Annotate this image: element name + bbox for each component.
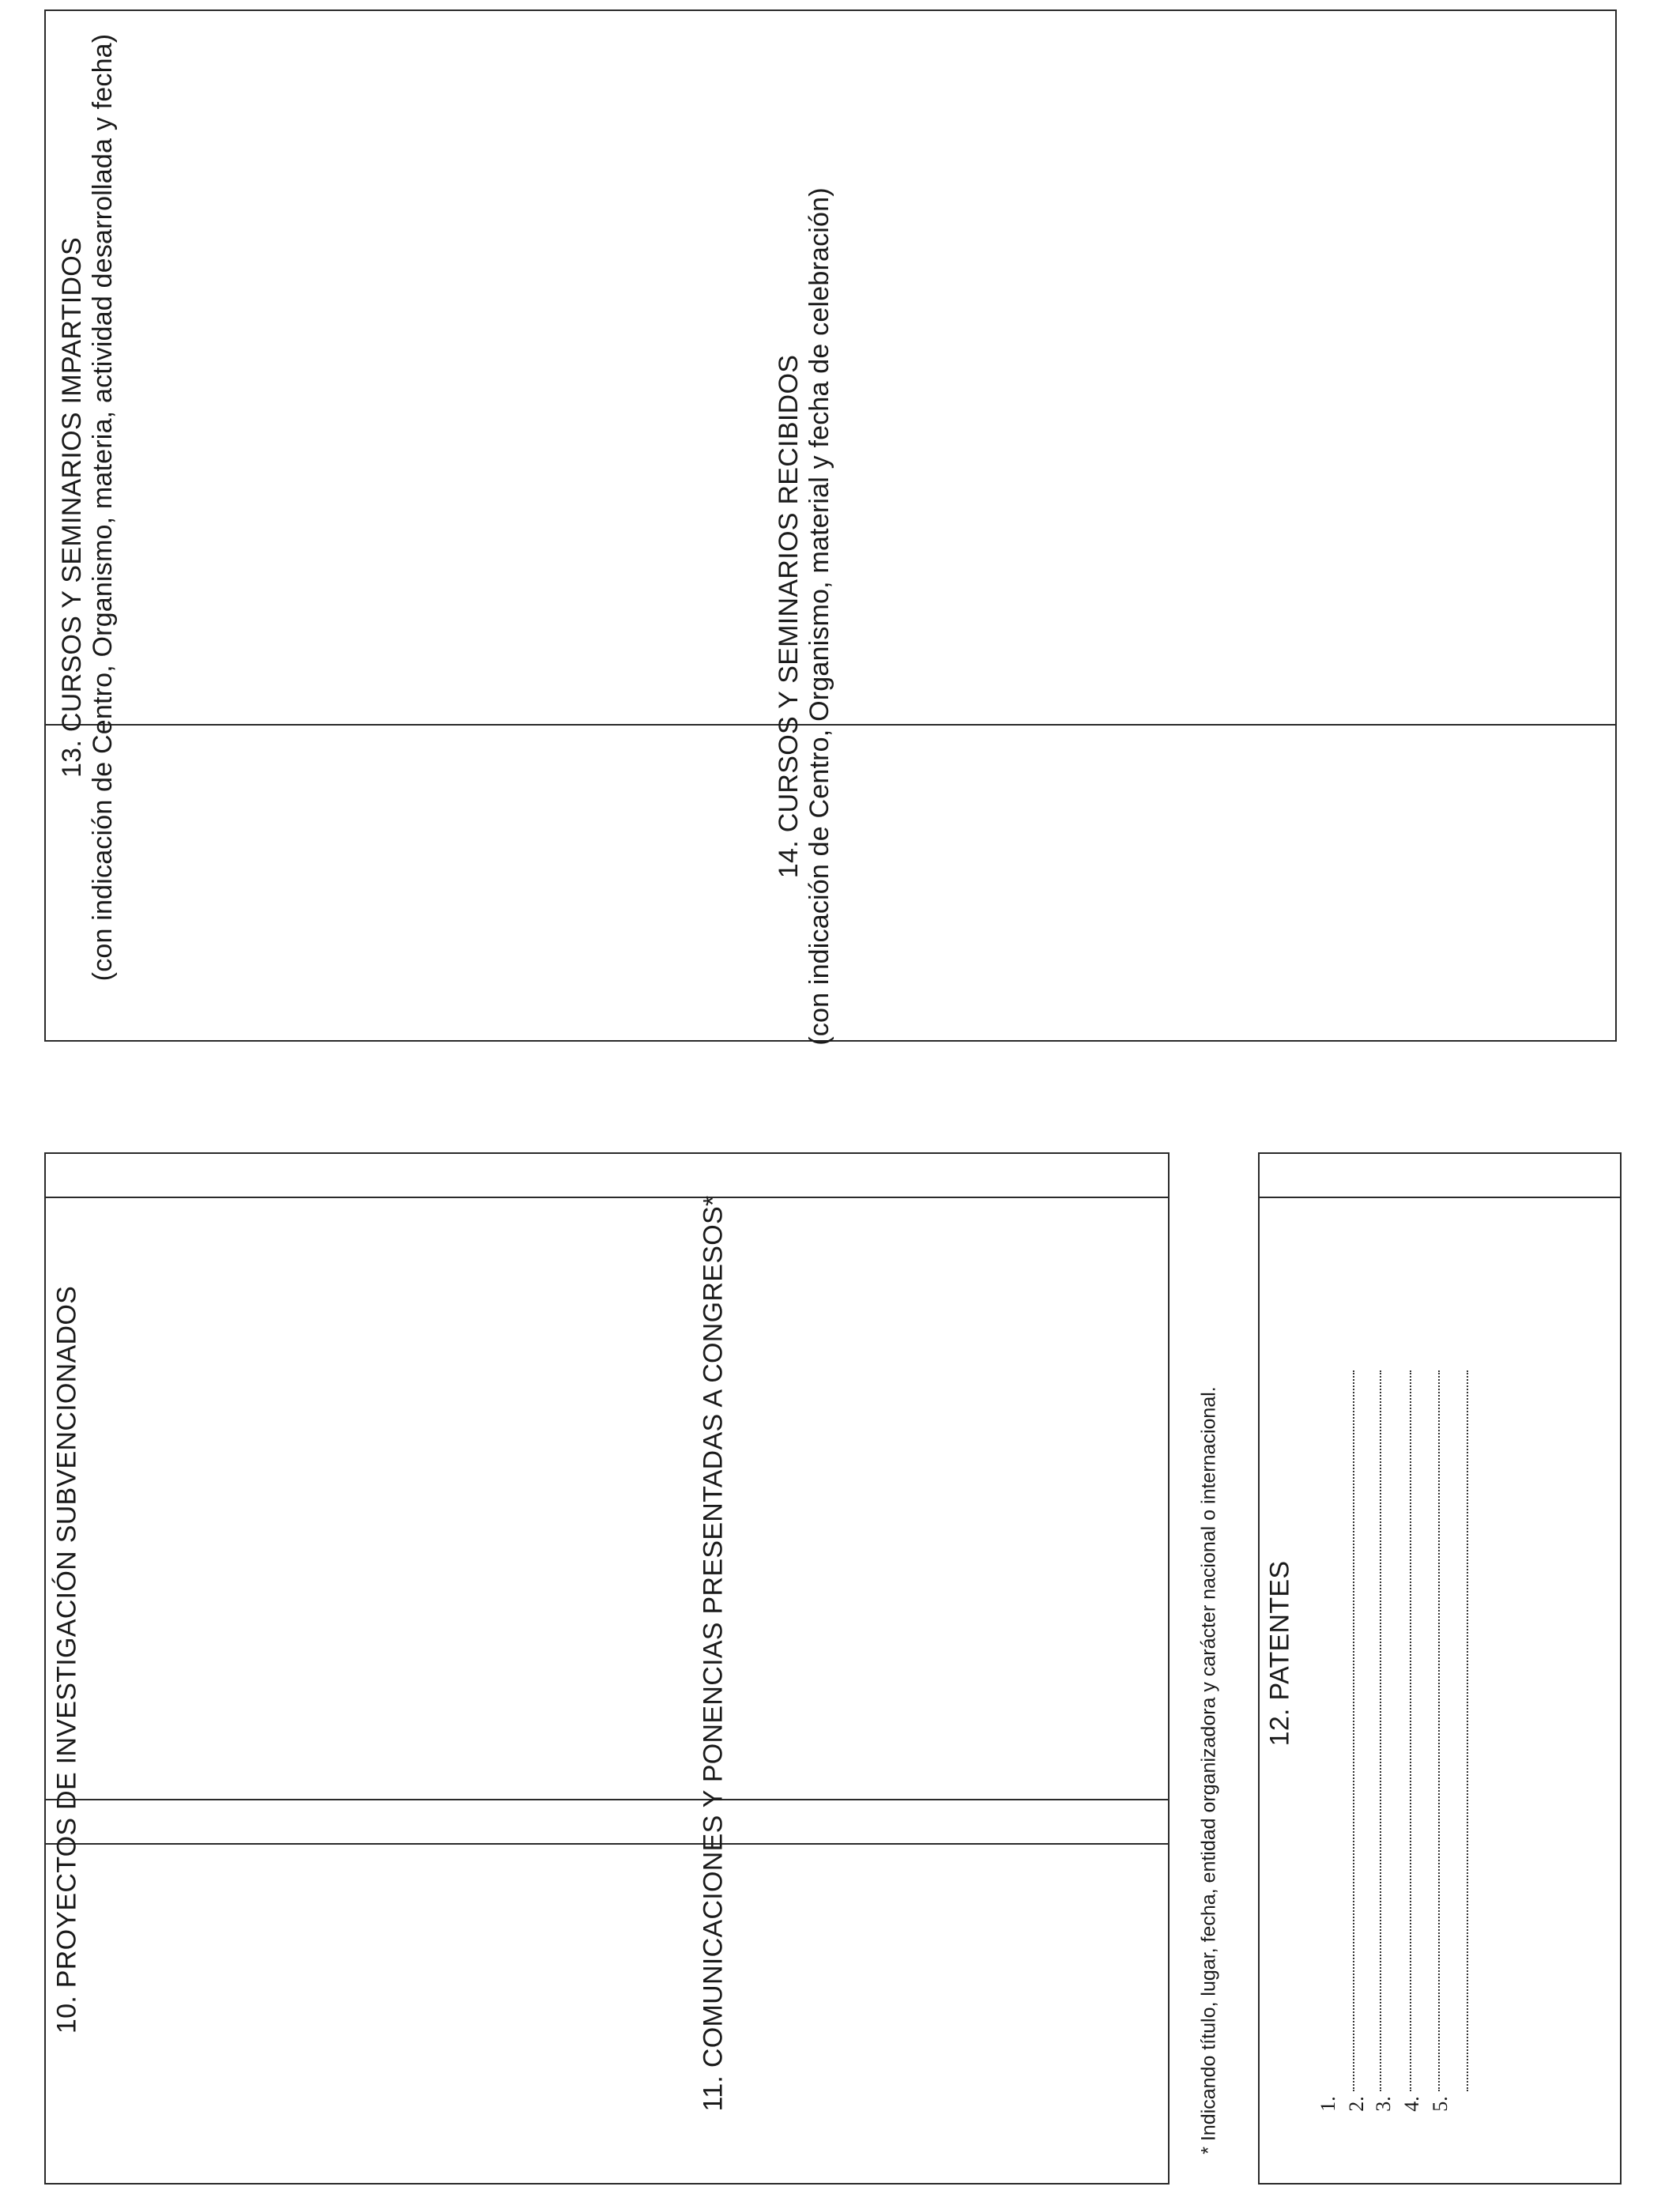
section-10-title: 10. PROYECTOS DE INVESTIGACIÓN SUBVENCIONADOS — [51, 1285, 82, 2034]
patent-item-3-line[interactable] — [1410, 1370, 1411, 2091]
section-10-content-area[interactable] — [90, 1154, 692, 2183]
patent-item-4-number: 4. — [1400, 2096, 1424, 2112]
section-14-content-area[interactable] — [846, 11, 1615, 1040]
section-14-title: 14. CURSOS Y SEMINARIOS RECIBIDOS — [773, 354, 804, 879]
section-13-title: 13. CURSOS Y SEMINARIOS IMPARTIDOS — [56, 236, 87, 778]
section-11-footnote: * Indicando título, lugar, fecha, entidad organizadora y carácter nacional o internacional. — [1197, 1386, 1220, 2154]
section-14-header — [774, 187, 835, 1046]
section-12-divider — [1258, 1197, 1622, 1198]
patent-item-5-number: 5. — [1429, 2096, 1452, 2112]
patent-item-2-number: 2. — [1345, 2096, 1369, 2112]
patent-item-3-number: 3. — [1372, 2096, 1396, 2112]
patent-item-5-line[interactable] — [1467, 1370, 1468, 2091]
patent-item-1-line[interactable] — [1353, 1370, 1354, 2091]
section-13-header — [57, 34, 119, 982]
section-13-subtitle: (con indicación de Centro, Organismo, materia, actividad desarrollada y fecha) — [88, 33, 118, 982]
patent-item-1-number: 1. — [1317, 2096, 1340, 2112]
patent-item-2-line[interactable] — [1380, 1370, 1381, 2091]
section-11-content-area[interactable] — [736, 1154, 1168, 2183]
section-12-title: 12. PATENTES — [1264, 1560, 1295, 1747]
patent-item-4-line[interactable] — [1438, 1370, 1440, 2091]
section-11-title: 11. COMUNICACIONES Y PONENCIAS PRESENTADAS A CONGRESOS* — [698, 1195, 729, 2112]
section-12-box — [1258, 1152, 1622, 2185]
section-14-subtitle: (con indicación de Centro, Organismo, material y fecha de celebración) — [804, 187, 834, 1046]
